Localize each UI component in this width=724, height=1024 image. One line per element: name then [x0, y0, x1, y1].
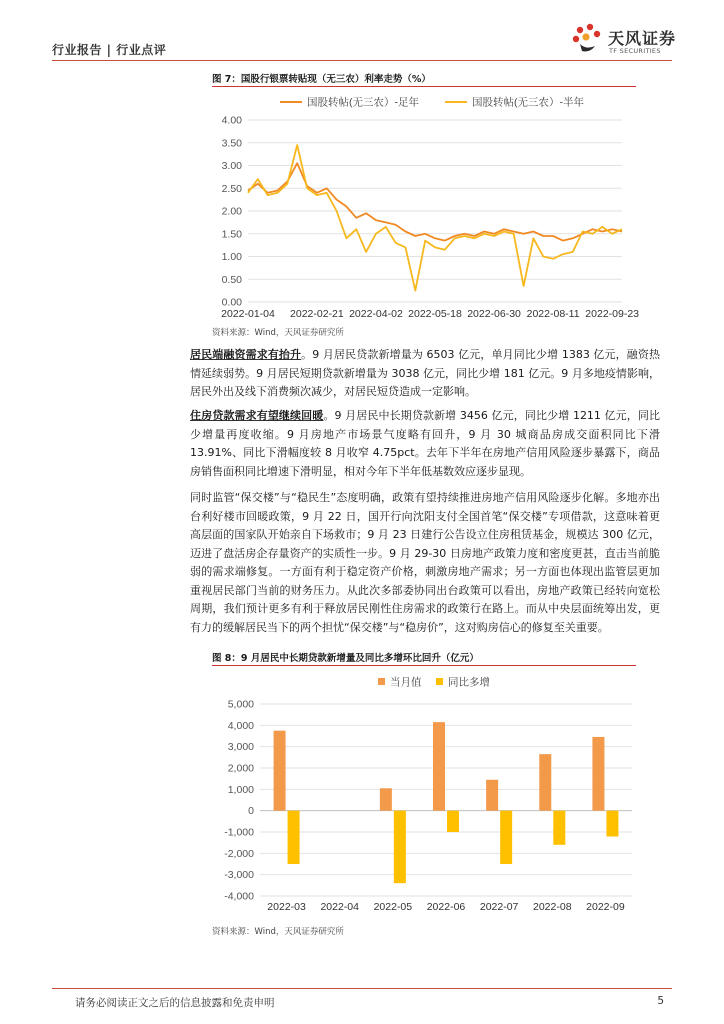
legend-swatch — [436, 678, 443, 685]
y-tick-label: 2,000 — [227, 762, 254, 775]
figure8-source: 资料来源：Wind，天风证券研究所 — [212, 927, 344, 937]
y-tick-label: 4.00 — [221, 114, 242, 127]
x-tick-label: 2022-03 — [267, 901, 306, 913]
y-tick-label: 1.00 — [221, 251, 242, 263]
x-tick-label: 2022-05 — [373, 901, 413, 913]
bar — [380, 788, 392, 810]
x-tick-label: 2022-09 — [586, 901, 625, 913]
footer-divider — [52, 988, 672, 989]
legend-label: 国股转帖(无三农）-半年 — [472, 96, 584, 109]
bar — [433, 722, 445, 811]
paragraph-household-financing — [190, 346, 660, 402]
y-tick-label: 2.50 — [221, 182, 242, 195]
bar — [394, 811, 406, 884]
brand-logo — [570, 22, 680, 58]
page-number: 5 — [657, 995, 664, 1007]
footer-disclaimer: 请务必阅读正文之后的信息披露和免责申明 — [75, 997, 275, 1009]
header-divider — [52, 60, 672, 61]
figure8-caption-rule — [212, 665, 636, 666]
x-tick-label: 2022-06-30 — [467, 308, 521, 320]
y-tick-label: 4,000 — [227, 719, 254, 732]
brand-name: 天风证券 — [608, 29, 677, 48]
paragraph-lead: 住房贷款需求有望继续回暖 — [190, 409, 324, 422]
x-tick-label: 2022-08-11 — [526, 308, 580, 320]
legend-label: 当月值 — [390, 676, 422, 689]
x-tick-label: 2022-08 — [533, 901, 572, 913]
rate-line-chart — [210, 90, 640, 322]
bar — [274, 731, 286, 811]
bar — [288, 811, 300, 864]
y-tick-label: 2.00 — [221, 205, 242, 218]
bar — [553, 811, 565, 845]
x-tick-label: 2022-04-02 — [349, 308, 403, 320]
paragraph-body: 。9 月居民贷款新增量为 6503 亿元，单月同比少增 1383 亿元，融资热情延续弱势。9 月居民短期贷款新增量为 3038 亿元，同比少增 181 亿元。9 月多地疫情影响，居民外出及线下消费频次减少，对居民短贷造成一定影响。 — [190, 348, 661, 398]
x-tick-label: 2022-05-18 — [408, 308, 462, 320]
y-tick-label: -1,000 — [224, 826, 254, 839]
bar — [539, 754, 551, 811]
bar — [486, 780, 498, 811]
x-tick-label: 2022-04 — [320, 901, 359, 913]
paragraph-lead: 居民端融资需求有抬升 — [190, 348, 302, 361]
y-tick-label: 3,000 — [227, 741, 254, 754]
paragraph-mortgage-demand — [190, 407, 660, 481]
x-tick-label: 2022-02-21 — [290, 308, 344, 320]
bar — [447, 811, 459, 832]
legend-swatch — [378, 678, 385, 685]
paragraph-policy: 同时监管“保交楼”与“稳民生”态度明确，政策有望持续推进房地产信用风险逐步化解。多地亦出台利好楼市回暖政策，9 月 22 日，国开行向沈阳支付全国首笔“保交楼”专项借款，这意味着更高层面的国家队开始亲自下场救市；9 月 23 日建行公告设立住房租赁基金，规模达 300 亿元，迈进了盘活房企存量资产的实质性一步。9 月 29-30 日房地产政策力度和密度更甚，直击当前脆弱的需求端修复。一方面有利于稳定资产价格，刺激房地产需求；另一方面也体现出监管层更加重视居民部门当前的财务压力。从此次多部委协同出台政策可以看出，房地产政策已经转向宽松周期，我们预计更多有利于释放居民刚性住房需求的政策行在路上。而从中央层面统筹出发，更有力的缓解居民当下的两个担忧“保交楼”与“稳房价”，这对购房信心的修复至关重要。 — [190, 491, 660, 634]
x-tick-label: 2022-09-23 — [585, 308, 640, 320]
figure7-caption: 图 7：国股行银票转贴现（无三农）利率走势（%） — [212, 74, 431, 85]
y-tick-label: 1.50 — [221, 228, 242, 241]
legend-label: 同比多增 — [448, 676, 490, 689]
series-line — [248, 145, 622, 291]
figure7-source: 资料来源：Wind，天风证券研究所 — [212, 328, 344, 338]
loan-bar-chart — [210, 672, 640, 920]
paragraph-body: 。9 月居民中长期贷款新增 3456 亿元，同比少增 1211 亿元，同比少增量再度收缩。9 月房地产市场景气度略有回升，9 月 30 城商品房成交面积同比下滑 13.91%、同比下滑幅度较 8 月收窄 4.75pct。去年下半年在房地产信用风险逐步暴露下，商品房销售面积同比增速下滑明显，相对今年下半年低基数效应逐步显现。 — [190, 409, 661, 478]
x-tick-label: 2022-01-04 — [221, 308, 275, 320]
y-tick-label: 5,000 — [227, 698, 254, 711]
figure7-caption-rule — [212, 86, 636, 87]
legend-label: 国股转帖(无三农）-足年 — [307, 96, 419, 109]
y-tick-label: -2,000 — [224, 847, 254, 860]
bar — [592, 737, 604, 811]
y-tick-label: -3,000 — [224, 869, 254, 882]
figure8-caption: 图 8：9 月居民中长期贷款新增量及同比多增环比回升（亿元） — [212, 653, 479, 664]
y-tick-label: 3.50 — [221, 137, 242, 150]
y-tick-label: 1,000 — [227, 783, 254, 796]
brand-logo-icon — [570, 22, 604, 56]
report-category: 行业报告 | 行业点评 — [52, 43, 167, 57]
y-tick-label: 0.00 — [221, 296, 242, 309]
y-tick-label: 3.00 — [221, 160, 242, 172]
bar — [606, 811, 618, 837]
y-tick-label: 0 — [248, 805, 254, 818]
x-tick-label: 2022-06 — [426, 901, 466, 913]
brand-name-en: TF SECURITIES — [609, 47, 661, 55]
y-tick-label: -4,000 — [224, 890, 254, 903]
x-tick-label: 2022-07 — [479, 901, 519, 913]
bar — [500, 811, 512, 864]
y-tick-label: 0.50 — [221, 273, 242, 286]
